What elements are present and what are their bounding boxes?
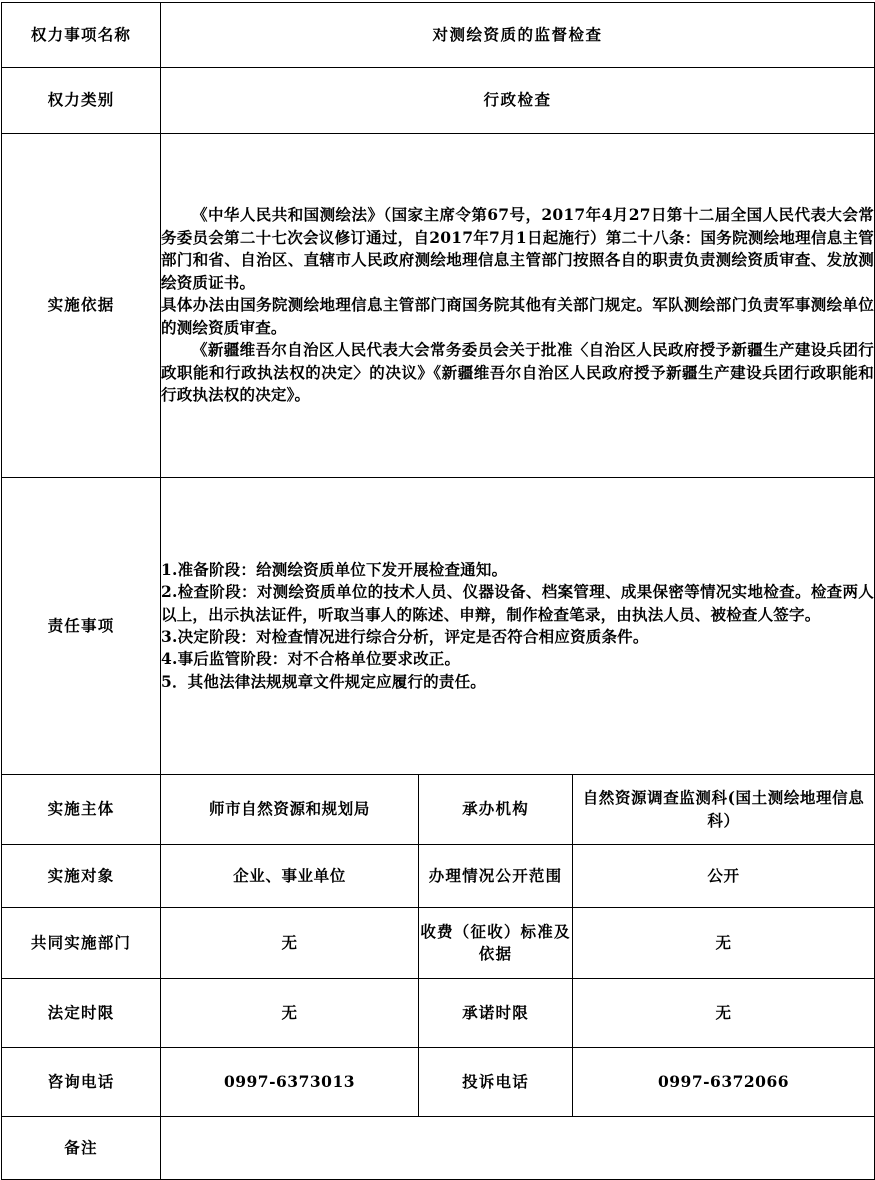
row-value-legal-basis	[161, 134, 875, 478]
row-label-fee-standard: 收费（征收）标准及依据	[419, 908, 573, 979]
row-label-legal-basis: 实施依据	[2, 134, 161, 478]
table-row-implementing-object	[2, 845, 875, 908]
row-label-joint-department: 共同实施部门	[2, 908, 161, 979]
row-value-legal-timelimit: 无	[161, 979, 419, 1048]
row-value-fee-standard: 无	[573, 908, 875, 979]
responsibility-item-4: 4.事后监管阶段：对不合格单位要求改正。	[161, 649, 461, 669]
row-value-consult-phone: 0997-6373013	[161, 1048, 419, 1117]
table-row-joint-department	[2, 908, 875, 979]
table-row-implementing-body	[2, 775, 875, 845]
row-value-power-category: 行政检查	[161, 68, 875, 134]
row-label-power-item-name: 权力事项名称	[2, 3, 161, 68]
table-row-responsibilities	[2, 478, 875, 775]
responsibility-item-5: 5．其他法律法规规章文件规定应履行的责任。	[161, 671, 486, 691]
table-row-category	[2, 68, 875, 134]
row-label-power-category: 权力类别	[2, 68, 161, 134]
row-value-remark	[161, 1117, 875, 1180]
row-value-handling-agency: 自然资源调查监测科(国土测绘地理信息科）	[573, 775, 875, 845]
row-value-implementing-object: 企业、事业单位	[161, 845, 419, 908]
power-item-table	[1, 2, 875, 1180]
row-value-joint-department: 无	[161, 908, 419, 979]
table-row-legal-basis	[2, 134, 875, 478]
row-label-promised-timelimit: 承诺时限	[419, 979, 573, 1048]
row-value-power-item-name: 对测绘资质的监督检查	[161, 3, 875, 68]
row-label-complaint-phone: 投诉电话	[419, 1048, 573, 1117]
row-label-consult-phone: 咨询电话	[2, 1048, 161, 1117]
responsibility-item-1: 1.准备阶段：给测绘资质单位下发开展检查通知。	[161, 559, 508, 579]
row-value-implementing-body: 师市自然资源和规划局	[161, 775, 419, 845]
legal-basis-paragraph-3: 《新疆维吾尔自治区人民代表大会常务委员会关于批准〈自治区人民政府授予新疆生产建设兵团行政职能和行政执法权的决定〉的决议》《新疆维吾尔自治区人民政府授予新疆生产建设兵团行政职能和行政执法权的决定》。	[161, 340, 875, 405]
row-value-complaint-phone: 0997-6372066	[573, 1048, 875, 1117]
legal-basis-paragraph-1: 《中华人民共和国测绘法》（国家主席令第67号，2017年4月27日第十二届全国人民代表大会常务委员会第二十七次会议修订通过，自2017年7月1日起施行）第二十八条：国务院测绘地理信息主管部门和省、自治区、直辖市人民政府测绘地理信息主管部门按照各自的职责负责测绘资质审查、发放测绘资质证书。	[161, 205, 875, 292]
table-row-name	[2, 3, 875, 68]
row-label-disclosure-scope: 办理情况公开范围	[419, 845, 573, 908]
row-value-disclosure-scope: 公开	[573, 845, 875, 908]
table-row-legal-timelimit	[2, 979, 875, 1048]
row-label-remark: 备注	[2, 1117, 161, 1180]
row-value-promised-timelimit: 无	[573, 979, 875, 1048]
legal-basis-paragraph-2: 具体办法由国务院测绘地理信息主管部门商国务院其他有关部门规定。军队测绘部门负责军事测绘单位的测绘资质审查。	[161, 295, 875, 337]
table-row-consult-phone	[2, 1048, 875, 1117]
row-label-handling-agency: 承办机构	[419, 775, 573, 845]
responsibility-item-2: 2.检查阶段：对测绘资质单位的技术人员、仪器设备、档案管理、成果保密等情况实地检查。检查两人以上，出示执法证件，听取当事人的陈述、申辩，制作检查笔录，由执法人员、被检查人签字。	[161, 582, 875, 624]
row-label-implementing-body: 实施主体	[2, 775, 161, 845]
row-label-implementing-object: 实施对象	[2, 845, 161, 908]
row-label-responsibilities: 责任事项	[2, 478, 161, 775]
table-row-remark	[2, 1117, 875, 1180]
responsibility-item-3: 3.决定阶段：对检查情况进行综合分析，评定是否符合相应资质条件。	[161, 627, 649, 646]
row-value-responsibilities	[161, 478, 875, 775]
row-label-legal-timelimit: 法定时限	[2, 979, 161, 1048]
document-page	[0, 2, 875, 1173]
